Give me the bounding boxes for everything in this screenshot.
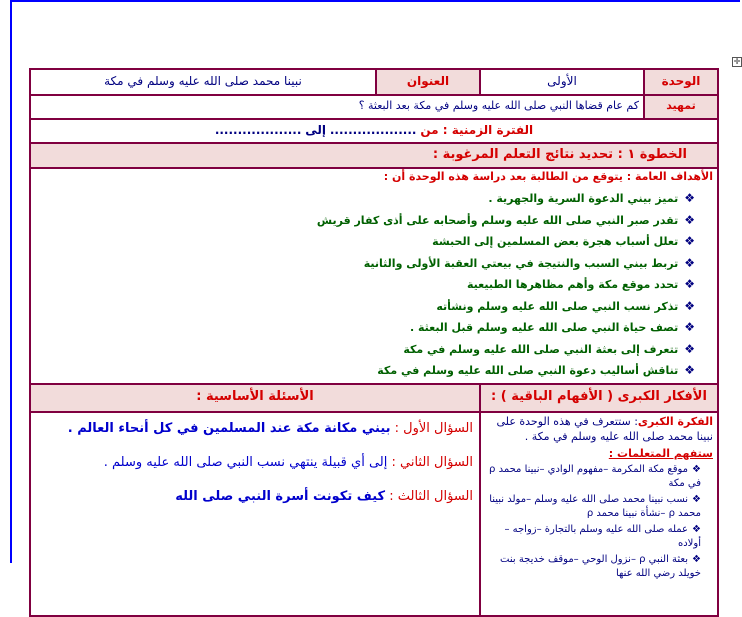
period-to-dots: ................... — [214, 123, 302, 137]
diamond-bullet-icon: ❖ — [684, 320, 695, 334]
goal-item: ❖تصف حياة النبي صلى الله عليه وسلم قبل البعثة . — [409, 320, 695, 334]
question-1-text: بيني مكانة مكة عند المسلمين في كل أنحاء العالم . — [67, 420, 391, 436]
diamond-bullet-icon: ❖ — [684, 255, 695, 270]
page-top-border — [10, 0, 740, 2]
understanding-item: ❖موقع مكة المكرمة –مفهوم الوادي –نبينا محمد ρ في مكة — [489, 463, 701, 489]
big-ideas-cell — [480, 412, 718, 616]
period-row — [30, 119, 718, 143]
big-idea-text: : ستتعرف في هذه الوحدة على نبينا محمد صلى الله عليه وسلم في مكة . — [496, 414, 713, 443]
unit-value: الأولى — [480, 69, 644, 95]
step1-heading: الخطوة ١ : تحديد نتائج التعلم المرغوبة : — [30, 143, 718, 168]
step1-row — [30, 143, 718, 168]
question-2 — [35, 448, 473, 478]
intro-label: تمهيد — [644, 95, 718, 119]
goal-item: ❖تحدد موقع مكة وأهم مظاهرها الطبيعية — [467, 277, 695, 291]
title-label: العنوان — [376, 69, 480, 95]
intro-row — [30, 95, 718, 119]
diamond-bullet-icon: ❖ — [692, 553, 701, 565]
goals-title: الأهداف العامة : يتوقع من الطالبة بعد دراسة هذه الوحدة أن : — [383, 170, 713, 183]
big-ideas-header: الأفكار الكبرى ( الأفهام الباقية ) : — [480, 384, 718, 412]
goal-item: ❖تربط بيني السبب والنتيجة في بيعتي العقبة الأولى والثانية — [363, 255, 695, 270]
question-1 — [35, 414, 473, 444]
unit-label: الوحدة — [644, 69, 718, 95]
diamond-bullet-icon: ❖ — [684, 298, 695, 313]
period-to-label: إلى — [305, 123, 327, 137]
intro-text: كم عام قضاها النبي صلى الله عليه وسلم في مكة بعد البعثة ؟ — [30, 95, 644, 119]
unit-row — [30, 69, 718, 95]
diamond-bullet-icon: ❖ — [684, 234, 695, 248]
goals-list — [35, 188, 713, 382]
ideas-questions-row — [30, 412, 718, 616]
question-3 — [35, 482, 473, 512]
understand-label: ستفهم المتعلمات : — [608, 446, 713, 460]
diamond-bullet-icon: ❖ — [684, 363, 695, 377]
diamond-bullet-icon: ❖ — [684, 191, 695, 205]
diamond-bullet-icon: ❖ — [692, 463, 701, 475]
goals-cell — [30, 168, 718, 384]
understanding-item: ❖بعثة النبي ρ –نزول الوحي –موقف خديجة بنت خويلد رضي الله عنها — [500, 553, 701, 579]
diamond-bullet-icon: ❖ — [684, 212, 695, 227]
goal-item: ❖تقدر صبر النبي صلى الله عليه وسلم وأصحابه على أذى كفار قريش — [316, 212, 695, 227]
question-2-text: إلى أي قبيلة ينتهي نسب النبي صلى الله عليه وسلم . — [103, 454, 388, 470]
questions-header: الأسئلة الأساسية : — [30, 384, 480, 412]
understandings-list — [485, 463, 713, 581]
understanding-item: ❖نسب نبينا محمد صلى الله عليه وسلم –مولد نبينا محمد ρ –نشأة نبينا محمد ρ — [489, 493, 701, 519]
title-value: نبينا محمد صلى الله عليه وسلم في مكة — [30, 69, 376, 95]
diamond-bullet-icon: ❖ — [684, 277, 695, 291]
question-3-label: السؤال الثالث : — [389, 488, 473, 504]
goal-item: ❖تذكر نسب النبي صلى الله عليه وسلم ونشأته — [436, 298, 695, 313]
diamond-bullet-icon: ❖ — [692, 493, 701, 505]
goal-item: ❖تميز بيني الدعوة السرية والجهرية . — [488, 191, 695, 205]
period-from-label: الفترة الزمنية : من — [420, 123, 534, 137]
big-idea-label: الفكرة الكبرى — [637, 414, 713, 428]
period-from-dots: ................... — [329, 123, 417, 137]
question-2-label: السؤال الثاني : — [391, 454, 473, 470]
goal-item: ❖تتعرف إلى بعثة النبي صلى الله عليه وسلم في مكة — [403, 341, 695, 356]
questions-cell — [30, 412, 480, 616]
understanding-item: ❖عمله صلى الله عليه وسلم بالتجارة –زواجه –أولاده — [504, 523, 701, 549]
period-cell — [30, 119, 718, 143]
diamond-bullet-icon: ❖ — [684, 341, 695, 356]
goals-row — [30, 168, 718, 384]
lesson-plan-table — [29, 68, 719, 617]
big-idea-paragraph — [485, 414, 713, 444]
question-3-text: كيف تكونت أسرة النبي صلى الله — [175, 488, 386, 504]
table-move-handle-icon[interactable]: ✛ — [733, 57, 741, 66]
page-left-border — [10, 0, 12, 563]
goal-item: ❖تناقش أساليب دعوة النبي صلى الله عليه وسلم في مكة — [377, 363, 695, 377]
ideas-questions-header-row — [30, 384, 718, 412]
question-1-label: السؤال الأول : — [394, 420, 473, 436]
diamond-bullet-icon: ❖ — [692, 523, 701, 535]
lesson-plan-document — [29, 68, 717, 579]
goal-item: ❖تعلل أسباب هجرة بعض المسلمين إلى الحبشة — [432, 234, 695, 248]
